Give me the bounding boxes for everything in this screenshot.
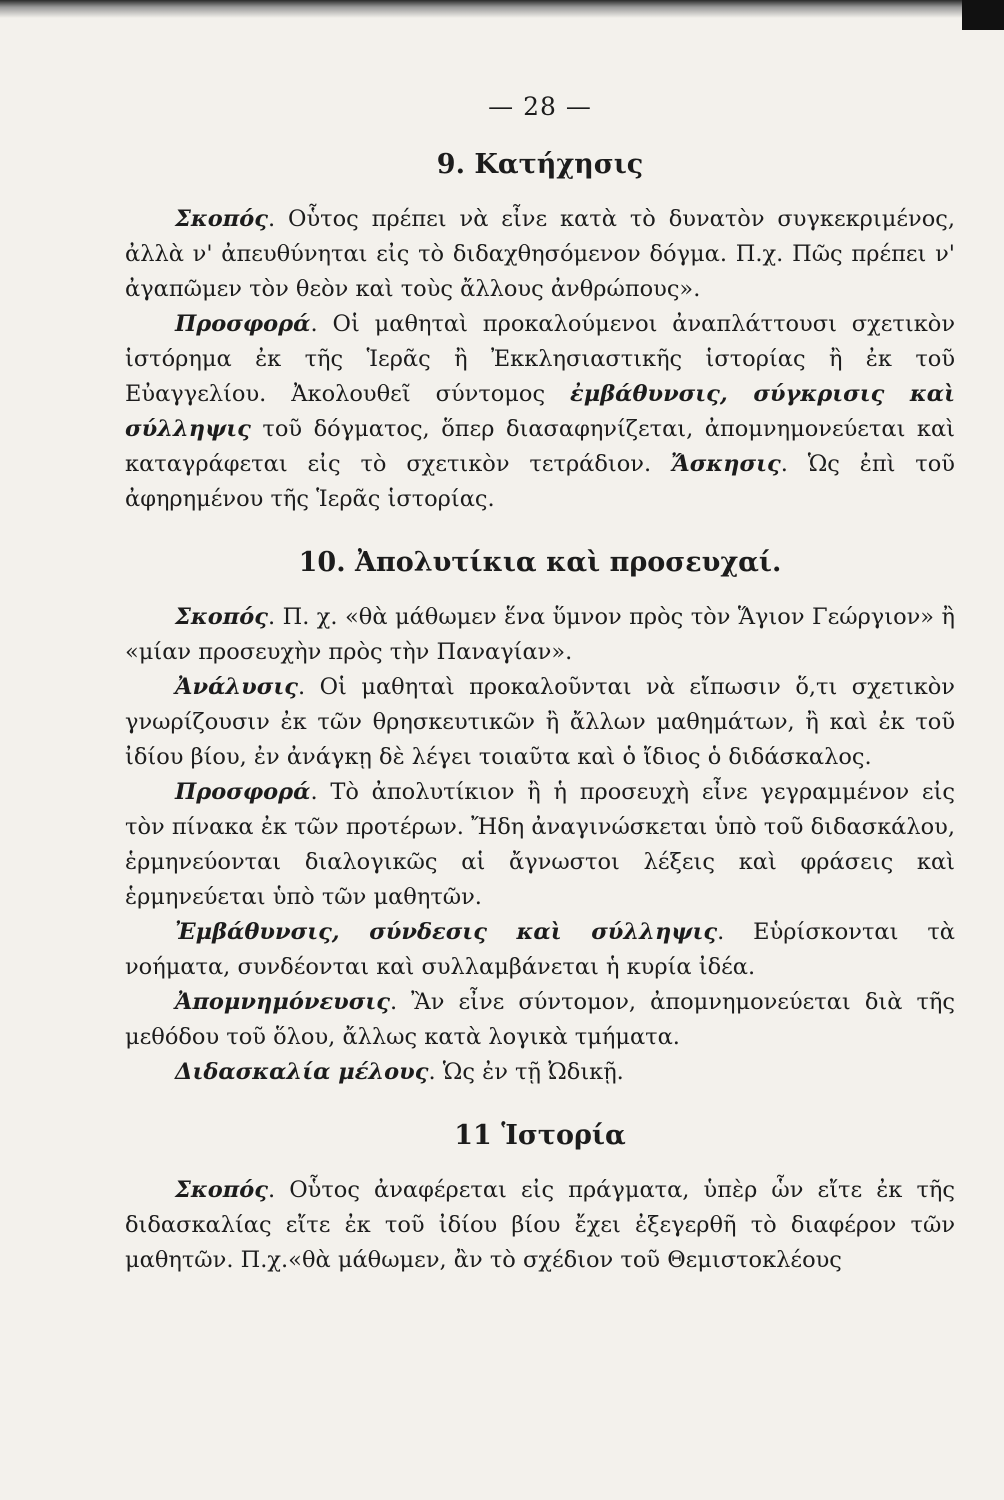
paragraph-text: . Ὡς ἐπὶ τοῦ ἀφηρημένου τῆς Ἱερᾶς ἱστορίας. <box>125 451 955 512</box>
paragraph-text: . Τὸ ἀπολυτίκιον ἢ ἡ προσευχὴ εἶνε γεγραμμένον εἰς τὸν πίνακα ἐκ τῶν προτέρων. Ἤδη ἀναγινώσκεται ὑπὸ τοῦ διδασκάλου, ἑρμηνεύονται διαλογικῶς αἱ ἄγνωστοι λέξεις καὶ φράσεις καὶ ἑρμηνεύεται ὑπὸ τῶν μαθητῶν. <box>125 779 955 910</box>
paragraph-text: . Ἂν εἶνε σύντομον, ἀπομνημονεύεται διὰ τῆς μεθόδου τοῦ ὅλου, ἄλλως κατὰ λογικὰ τμήματα. <box>125 989 955 1050</box>
term-label: Διδασκαλία μέλους <box>175 1059 429 1085</box>
section-heading: 10. Ἀπολυτίκια καὶ προσευχαί. <box>298 547 782 578</box>
paragraph <box>125 1055 955 1090</box>
paragraph-text: . Οἱ μαθηταὶ προκαλούμενοι ἀναπλάττουσι σχετικὸν ἱστόρημα ἐκ τῆς Ἱερᾶς ἢ Ἐκκλησιαστικῆς ἱστορίας ἢ ἐκ τοῦ Εὐαγγελίου. Ἀκολουθεῖ σύντομος <box>125 311 955 407</box>
scan-corner-shadow <box>962 0 1004 30</box>
term-label: Ἐμβάθυνσις, σύνδεσις καὶ σύλληψις <box>175 919 718 945</box>
term-label: ἐμβάθυνσις, σύγκρισις καὶ σύλληψις <box>125 381 955 442</box>
section-heading: 11 Ἱστορία <box>454 1120 626 1151</box>
paragraph-text: . Ὡς ἐν τῇ Ὠδικῇ. <box>428 1059 624 1085</box>
page-number: — 28 — <box>488 92 592 121</box>
paragraph-text: . Π. χ. «θὰ μάθωμεν ἕνα ὕμνον πρὸς τὸν Ἅγιον Γεώργιον» ἢ «μίαν προσευχὴν πρὸς τὴν Παναγίαν». <box>125 604 955 665</box>
section-3 <box>125 1120 955 1278</box>
scan-top-edge <box>0 0 1004 18</box>
term-label: Σκοπός <box>175 604 268 630</box>
term-label: Ἄσκησις <box>670 451 781 477</box>
paragraph-text: . Εὑρίσκονται τὰ νοήματα, συνδέονται καὶ συλλαμβάνεται ἡ κυρία ἰδέα. <box>125 919 955 980</box>
paragraph-text: τοῦ δόγματος, ὅπερ διασαφηνίζεται, ἀπομνημονεύεται καὶ καταγράφεται εἰς τὸ σχετικὸν τετράδιον. <box>125 416 955 477</box>
paragraph <box>125 202 955 307</box>
page-body <box>125 149 955 1278</box>
term-label: Σκοπός <box>175 206 268 232</box>
term-label: Προσφορά <box>175 779 311 805</box>
paragraph-text: . Οὗτος ἀναφέρεται εἰς πράγματα, ὑπὲρ ὧν εἴτε ἐκ τῆς διδασκαλίας εἴτε ἐκ τοῦ ἰδίου βίου ἔχει ἐξεγερθῆ τὸ διαφέρον τῶν μαθητῶν. Π.χ.«θὰ μάθωμεν, ἂν τὸ σχέδιον τοῦ Θεμιστοκλέους <box>125 1177 955 1273</box>
paragraph <box>125 670 955 775</box>
section-heading: 9. Κατήχησις <box>436 149 644 180</box>
section-2 <box>125 547 955 1090</box>
term-label: Σκοπός <box>175 1177 268 1203</box>
paragraph <box>125 600 955 670</box>
book-page <box>125 90 955 1480</box>
term-label: Προσφορά <box>175 311 311 337</box>
paragraph <box>125 1173 955 1278</box>
paragraph-text: . Οὗτος πρέπει νὰ εἶνε κατὰ τὸ δυνατὸν συγκεκριμένος, ἀλλὰ ν' ἀπευθύνηται εἰς τὸ διδαχθησόμενον δόγμα. Π.χ. Πῶς πρέπει ν' ἀγαπῶμεν τὸν θεὸν καὶ τοὺς ἄλλους ἀνθρώπους». <box>125 206 955 302</box>
paragraph-text: . Οἱ μαθηταὶ προκαλοῦνται νὰ εἴπωσιν ὅ,τι σχετικὸν γνωρίζουσιν ἐκ τῶν θρησκευτικῶν ἢ ἄλλων μαθημάτων, ἢ καὶ ἐκ τοῦ ἰδίου βίου, ἐν ἀνάγκῃ δὲ λέγει τοιαῦτα καὶ ὁ ἴδιος ὁ διδάσκαλος. <box>125 674 955 770</box>
term-label: Ἀνάλυσις <box>175 674 298 700</box>
paragraph <box>125 775 955 915</box>
paragraph <box>125 307 955 517</box>
section-1 <box>125 149 955 517</box>
paragraph <box>125 985 955 1055</box>
paragraph <box>125 915 955 985</box>
term-label: Ἀπομνημόνευσις <box>175 989 390 1015</box>
